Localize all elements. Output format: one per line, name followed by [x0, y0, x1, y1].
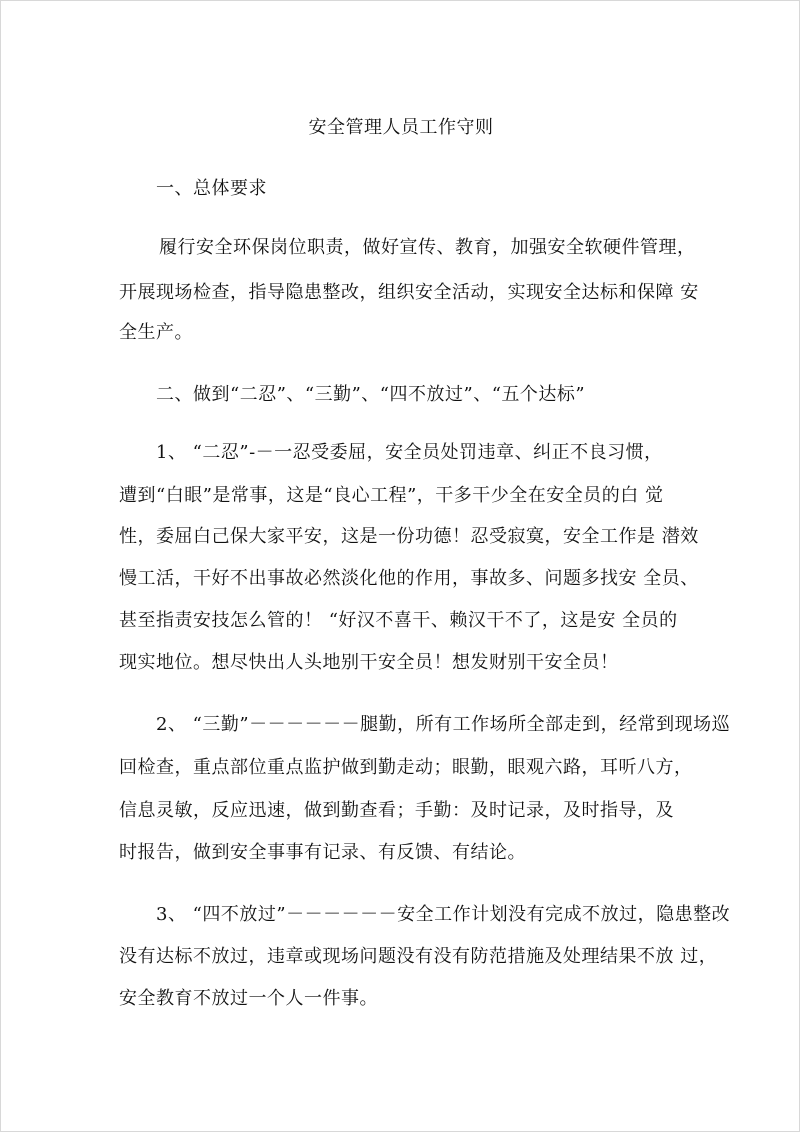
paragraph-line: 慢工活，干好不出事故必然淡化他的作用，事故多、问题多找安 全员、: [119, 568, 699, 589]
paragraph-line: 3、 “四不放过”－－－－－－安全工作计划没有完成不放过，隐患整改: [156, 904, 731, 925]
section-heading-2: 二、做到“二忍”、“三勤”、“四不放过”、“五个达标”: [156, 384, 586, 405]
paragraph-line: 履行安全环保岗位职责，做好宣传、教育，加强安全软硬件管理，: [159, 237, 696, 258]
paragraph-line: 2、 “三勤”－－－－－－腿勤，所有工作场所全部走到，经常到现场巡: [156, 714, 731, 735]
paragraph-line: 没有达标不放过，违章或现场问题没有没有防范措施及处理结果不放 过，: [119, 946, 718, 967]
paragraph-line: 遭到“白眼”是常事，这是“良心工程”，干多干少全在安全员的白 觉: [119, 485, 664, 506]
paragraph-line: 全生产。: [119, 322, 193, 343]
paragraph-line: 时报告，做到安全事事有记录、有反馈、有结论。: [119, 842, 526, 863]
paragraph-line: 1、 “二忍”-－一忍受委屈，安全员处罚违章、纠正不良习惯，: [156, 442, 663, 463]
section-heading-1: 一、总体要求: [156, 178, 267, 199]
paragraph-line: 安全教育不放过一个人一件事。: [119, 988, 378, 1009]
paragraph-line: 性，委屈白己保大家平安，这是一份功德！忍受寂寞，安全工作是 潜效: [119, 526, 699, 547]
paragraph-line: 开展现场检查，指导隐患整改，组织安全活动，实现安全达标和保障 安: [119, 282, 699, 303]
paragraph-line: 回检查，重点部位重点监护做到勤走动；眼勤，眼观六路，耳听八方，: [119, 757, 693, 778]
paragraph-line: 信息灵敏，反应迅速，做到勤查看；手勤：及时记录，及时指导，及: [119, 800, 674, 821]
paragraph-line: 甚至指责安技怎么管的！ “好汉不喜干、赖汉干不了，这是安 全员的: [119, 610, 678, 631]
document-title: 安全管理人员工作守则: [308, 117, 494, 138]
paragraph-line: 现实地位。想尽快出人头地别干安全员！想发财别干安全员！: [119, 652, 619, 673]
